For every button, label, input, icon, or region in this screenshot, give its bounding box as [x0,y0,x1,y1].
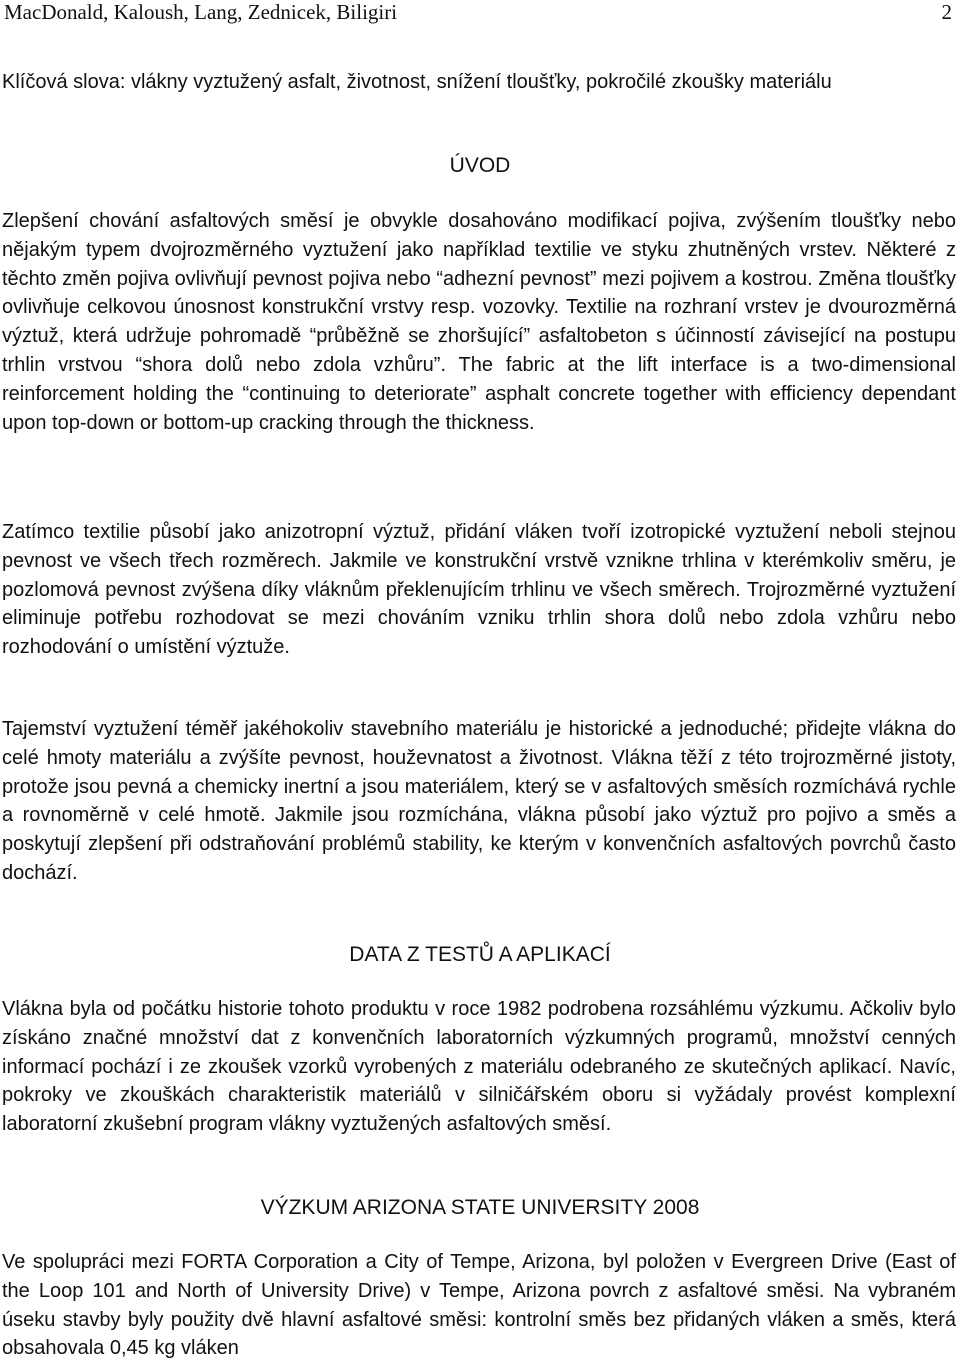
heading-data: DATA Z TESTŮ A APLIKACÍ [349,943,611,966]
paragraph-sentence: Jakmile ve konstrukční vrstvě vznikne trhlina v kterémkoliv směru, je pozlomová pevnost zvýšena díky vláknům překlenujícím trhlinu ve všech směrech. [2,549,957,601]
paragraph-sentence: Jakmile jsou rozmíchána, vlákna působí jako výztuž pro pojivo a směs a poskytují zlepšení při odstraňování problémů stability, ke kterým v konvenčních asfaltových povrchů často dochází. [2,804,956,884]
intro-sentence: Některé z těchto změn pojiva ovlivňují pevnost pojiva nebo “adhezní pevnost” mezi pojivem a kostrou. [2,238,956,290]
paragraph-sentence: Ačkoliv bylo získáno značné množství dat z konvenčních laboratorních výzkumných programů, množství cenných informací pochází i ze zkoušek vzorků vyrobených z materiálu odebraného ze skutečných aplikací. [2,998,956,1078]
page-number: 2 [941,0,952,24]
paragraph-sentence: Tajemství vyztužení téměř jakéhokoliv stavebního materiálu je historické a jednoduché; přidejte vlákna do celé hmoty materiálu a zvýšíte pevnost, houževnatost a životnost. [2,718,956,769]
paragraph-asu [2,1248,956,1363]
paragraph-test-data [2,995,956,1139]
intro-sentence: Textilie na rozhraní vrstev je dvourozměrná výztuž, která udržuje pohromadě “průběžně se zhoršující” asfaltobeton s účinností závisející na postupu trhlin vrstvou “shora dolů nebo zdola vzhůru”. [2,296,957,376]
keywords-line: Klíčová slova: vlákny vyztužený asfalt, životnost, snížení tloušťky, pokročilé zkoušky materiálu [2,71,832,93]
heading-asu-research: VÝZKUM ARIZONA STATE UNIVERSITY 2008 [260,1196,700,1219]
intro-paragraph [2,207,956,437]
header-authors: MacDonald, Kaloush, Lang, Zednicek, Biligiri [4,0,398,24]
heading-intro: ÚVOD [449,154,511,177]
paragraph-sentence: Navíc, pokroky ve zkouškách charakteristik materiálů v silničářském oboru si vyžádaly provést komplexní laboratorní zkušební program vlákny vyztužených asfaltových směsí. [2,1055,956,1136]
intro-sentence: Změna tloušťky ovlivňuje celkovou únosnost konstrukční vrstvy resp. vozovky. [2,267,956,319]
paragraph-reinforcement-secret [2,715,956,888]
paragraph-sentence: Zatímco textilie působí jako anizotropní výztuž, přidání vláken tvoří izotropické vyztužení neboli stejnou pevnost ve všech třech rozměrech. [2,521,956,572]
paragraph-sentence: Ve spolupráci mezi FORTA Corporation a City of Tempe, Arizona, byl položen v Evergreen Drive (East of the Loop 101 and North of University Drive) v Tempe, Arizona povrch z asfaltové směsi. [2,1251,956,1302]
paragraph-sentence: Vlákna těží z této trojrozměrné jistoty, protože jsou pevná a chemicky inertní a jsou materiálem, který se v asfaltových směsích rozmíchává rychle a rovnoměrně v celé hmotě. [2,746,956,827]
paragraph-sentence: Trojrozměrné vyztužení eliminuje potřebu rozhodovat se mezi chováním vzniku trhlin shora dolů nebo zdola vzhůru nebo rozhodování o umístění výztuže. [2,578,957,659]
running-header [4,0,952,26]
paragraph-sentence: Vlákna byla od počátku historie tohoto produktu v roce 1982 podrobena rozsáhlému výzkumu. [2,998,845,1020]
intro-sentence: The fabric at the lift interface is a two-dimensional reinforcement holding the “continuing to deteriorate” asphalt concrete together with efficiency dependant upon top-down or bottom-up cracking through the thickness. [2,353,956,434]
paragraph-sentence: Na vybraném úseku stavby byly použity dvě hlavní asfaltové směsi: kontrolní směs bez přidaných vláken a směs, která obsahovala 0,45 kg vláken [2,1279,956,1360]
intro-sentence: Zlepšení chování asfaltových směsí je obvykle dosahováno modifikací pojiva, zvýšením tloušťky nebo nějakým typem dvojrozměrného vyztužení jako například textilie ve styku zhutněných vrstev. [2,210,956,261]
paragraph-textile-vs-fibers [2,518,956,662]
